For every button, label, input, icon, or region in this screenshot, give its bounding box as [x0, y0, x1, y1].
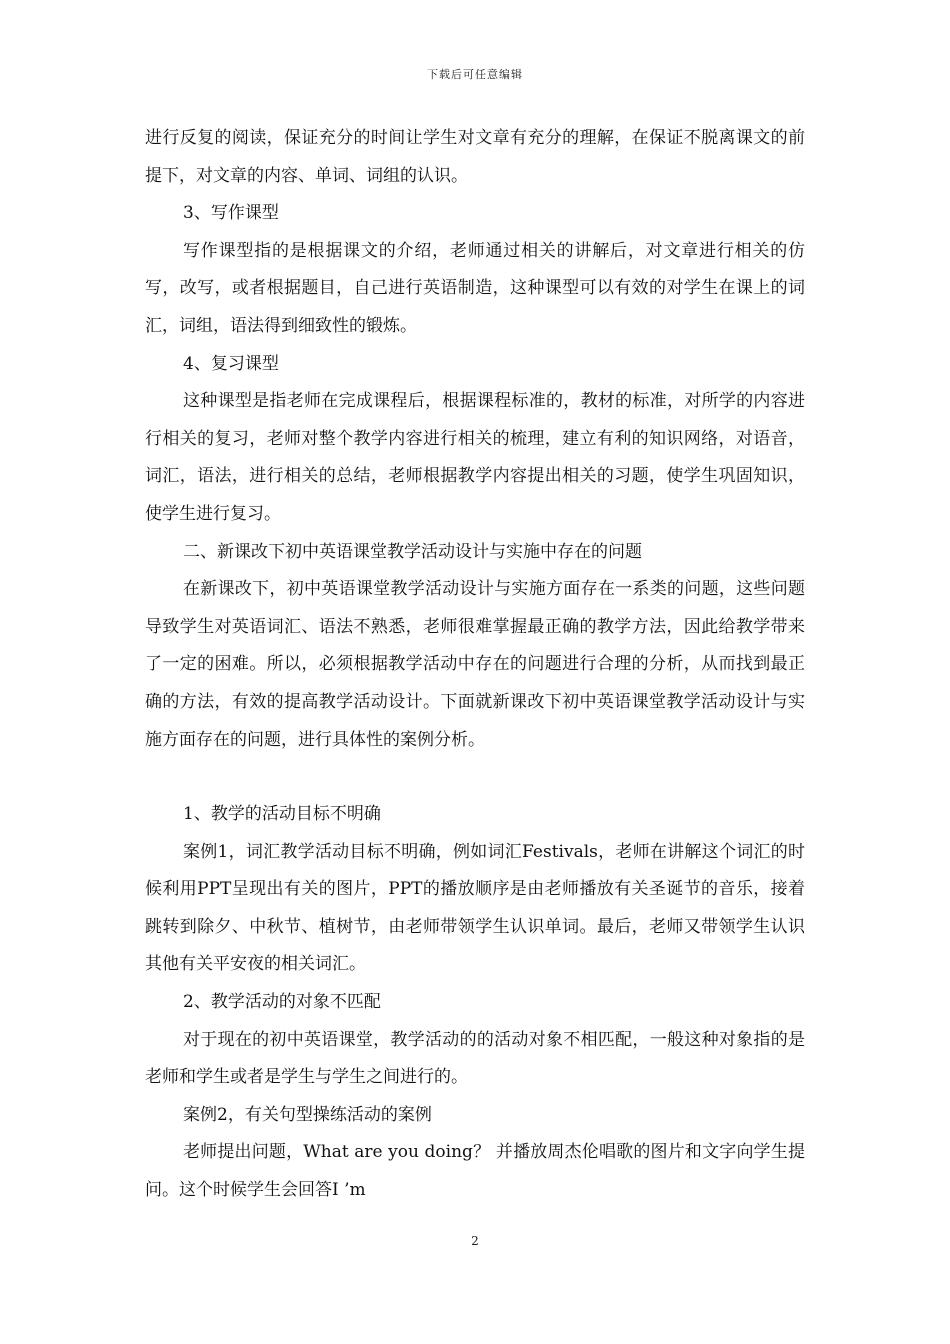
heading-writing-lesson: 3、写作课型 [183, 203, 279, 224]
page-number: 2 [471, 1234, 479, 1248]
paragraph-case-1: 案例1，词汇教学活动目标不明确，例如词汇Festivals，老师在讲解这个词汇的时候利用PPT呈现出有关的图片，PPT的播放顺序是由老师播放有关圣诞节的音乐，接着跳转到除夕、中秋节、植树节，由老师带领学生认识单词。最后，老师又带领学生认识其他有关平安夜的相关词汇。 [145, 841, 805, 975]
paragraph-mismatched-objects: 对于现在的初中英语课堂，教学活动的的活动对象不相匹配，一般这种对象指的是老师和学生或者是学生与学生之间进行的。 [145, 1029, 805, 1088]
blank-line [145, 759, 805, 796]
heading-case-2: 案例2，有关句型操练活动的案例 [183, 1104, 432, 1125]
paragraph-writing-lesson: 写作课型指的是根据课文的介绍，老师通过相关的讲解后，对文章进行相关的仿写，改写，或者根据题目，自己进行英语制造，这种课型可以有效的对学生在课上的词汇，词组，语法得到细致性的锻炼。 [145, 240, 805, 336]
paragraph-review-lesson: 这种课型是指老师在完成课程后，根据课程标准的，教材的标准，对所学的内容进行相关的复习，老师对整个教学内容进行相关的梳理，建立有利的知识网络，对语音，词汇，语法，进行相关的总结，老师根据教学内容提出相关的习题，使学生巩固知识，使学生进行复习。 [145, 391, 805, 524]
paragraph-case-2: 老师提出问题，What are you doing？ 并播放周杰伦唱歌的图片和文字向学生提问。这个时候学生会回答I ’m [145, 1142, 805, 1201]
paragraph-continuation: 进行反复的阅读，保证充分的时间让学生对文章有充分的理解，在保证不脱离课文的前提下，对文章的内容、单词、词组的认识。 [145, 128, 805, 186]
section-heading-problems: 二、新课改下初中英语课堂教学活动设计与实施中存在的问题 [183, 541, 642, 562]
heading-mismatched-objects: 2、教学活动的对象不匹配 [183, 992, 381, 1013]
page-header: 下载后可任意编辑 [427, 68, 523, 81]
heading-unclear-goals: 1、教学的活动目标不明确 [183, 804, 381, 825]
paragraph-problems-intro: 在新课改下，初中英语课堂教学活动设计与实施方面存在一系类的问题，这些问题导致学生对英语词汇、语法不熟悉，老师很难掌握最正确的教学方法，因此给教学带来了一定的困难。所以，必须根据教学活动中存在的问题进行合理的分析，从而找到最正确的方法，有效的提高教学活动设计。下面就新课改下初中英语课堂教学活动设计与实施方面存在的问题，进行具体性的案例分析。 [145, 579, 805, 750]
heading-review-lesson: 4、复习课型 [183, 353, 279, 374]
document-body [145, 120, 805, 1210]
